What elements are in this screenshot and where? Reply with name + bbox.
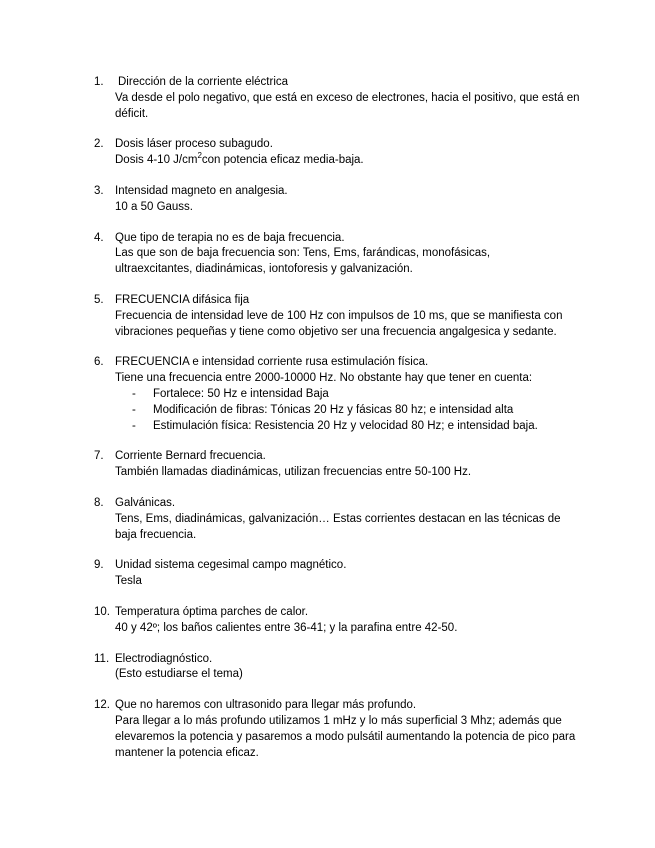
item-number: 5.: [94, 293, 104, 306]
list-item: [95, 496, 585, 543]
list-item: [95, 75, 585, 122]
item-answer: También llamadas diadinámicas, utilizan frecuencias entre 50-100 Hz.: [115, 466, 472, 479]
list-item: [95, 558, 585, 590]
item-number: 10.: [94, 605, 110, 618]
list-item: [95, 355, 585, 434]
list-item: [95, 137, 585, 169]
item-answer: Va desde el polo negativo, que está en exceso de electrones, hacia el positivo, que está en déficit.: [115, 91, 580, 120]
sub-item-text: Modificación de fibras: Tónicas 20 Hz y fásicas 80 hz; e intensidad alta: [153, 403, 514, 416]
item-answer: Para llegar a lo más profundo utilizamos 1 mHz y lo más superficial 3 Mhz; además que elevaremos la potencia y pasaremos a modo pulsátil aumentando la potencia de pico para mantener la potencia eficaz.: [115, 714, 576, 759]
superscript: 2: [197, 151, 202, 161]
item-number: 12.: [94, 699, 110, 712]
item-answer: Tens, Ems, diadinámicas, galvanización… Estas corrientes destacan en las técnicas de baja frecuencia.: [115, 512, 561, 541]
item-question: FRECUENCIA e intensidad corriente rusa estimulación física.: [115, 356, 429, 369]
item-question: FRECUENCIA difásica fija: [115, 293, 250, 306]
sub-list-item: [132, 387, 585, 403]
sub-item-text: Estimulación física: Resistencia 20 Hz y velocidad 80 Hz; e intensidad baja.: [153, 419, 538, 432]
item-question: Galvánicas.: [115, 496, 176, 509]
sub-item-text: Fortalece: 50 Hz e intensidad Baja: [153, 387, 329, 400]
item-number: 4.: [94, 231, 104, 244]
item-answer: Frecuencia de intensidad leve de 100 Hz con impulsos de 10 ms, que se manifiesta con vibraciones pequeñas y tiene como objetivo ser una frecuencia angalgesica y sedante.: [115, 309, 563, 338]
item-answer: 40 y 42º; los baños calientes entre 36-41; y la parafina entre 42-50.: [115, 621, 458, 634]
item-number: 3.: [94, 184, 104, 197]
item-question: Corriente Bernard frecuencia.: [115, 450, 266, 463]
item-question: Temperatura óptima parches de calor.: [115, 605, 309, 618]
item-question: Que no haremos con ultrasonido para llegar más profundo.: [115, 699, 417, 712]
list-item: [95, 293, 585, 340]
item-number: 1.: [94, 76, 104, 88]
item-question: Unidad sistema cegesimal campo magnético.: [115, 559, 347, 572]
item-answer: Tesla: [115, 575, 142, 588]
item-number: 8.: [94, 496, 104, 509]
answer-text: con potencia eficaz media-baja.: [201, 154, 364, 167]
list-item: [95, 449, 585, 481]
item-number: 9.: [94, 559, 104, 572]
sub-list: [95, 387, 585, 434]
list-item: [95, 605, 585, 637]
item-question: Electrodiagnóstico.: [115, 652, 213, 665]
list-item: [95, 652, 585, 684]
list-item: [95, 698, 585, 761]
answer-text: Dosis 4-10 J/cm: [115, 154, 198, 167]
item-answer: Tiene una frecuencia entre 2000-10000 Hz. No obstante hay que tener en cuenta:: [115, 372, 533, 385]
sub-list-item: [132, 403, 585, 419]
bullet-dash: -: [132, 419, 136, 432]
sub-list-item: [132, 419, 585, 435]
item-question: Intensidad magneto en analgesia.: [115, 184, 288, 197]
item-number: 11.: [94, 652, 110, 665]
bullet-dash: -: [132, 387, 136, 400]
item-answer: (Esto estudiarse el tema): [115, 668, 243, 681]
item-answer: 10 a 50 Gauss.: [115, 200, 193, 213]
item-question: Que tipo de terapia no es de baja frecuencia.: [115, 231, 345, 244]
item-question: Dosis láser proceso subagudo.: [115, 138, 273, 151]
list-item: [95, 231, 585, 278]
item-number: 6.: [94, 356, 104, 369]
item-question: Dirección de la corriente eléctrica: [118, 76, 289, 88]
question-list: [95, 75, 585, 776]
list-item: [95, 184, 585, 216]
item-number: 2.: [94, 138, 104, 151]
item-answer: Las que son de baja frecuencia son: Tens, Ems, farándicas, monofásicas, ultraexcitantes, diadinámicas, iontoforesis y galvanización.: [115, 247, 491, 276]
item-answer: [115, 153, 585, 169]
bullet-dash: -: [132, 403, 136, 416]
item-number: 7.: [94, 450, 104, 463]
